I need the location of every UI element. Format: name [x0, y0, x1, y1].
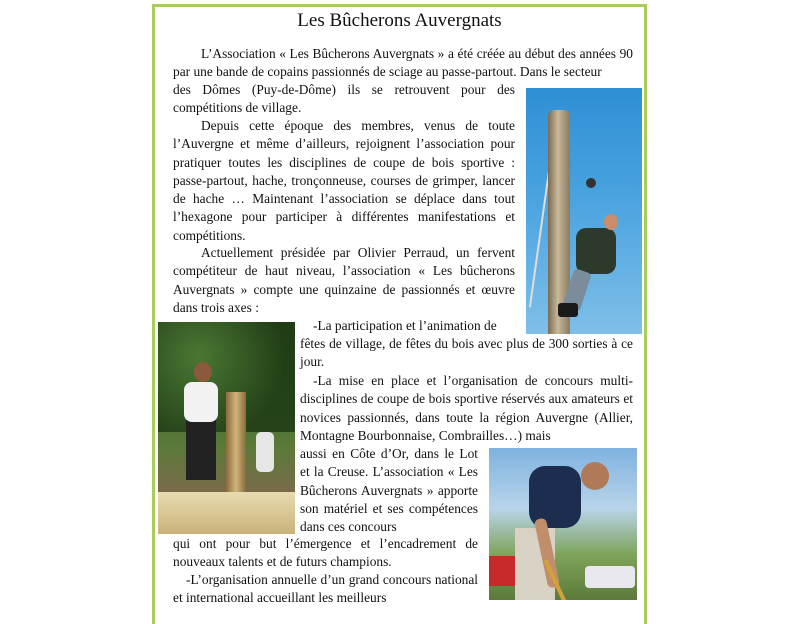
photo-axeman-log	[158, 322, 295, 534]
axis-2-end: qui ont pour but l’émergence et l’encadrement de nouveaux talents et de futurs champions.	[173, 536, 478, 570]
photo-sawyer	[489, 448, 637, 600]
paragraph-history: Depuis cette époque des membres, venus de toute l’Auvergne et même d’ailleurs, rejoignent l’association pour pratiquer toutes les disciplines de coupe de bois sportive : passe-partout, hache, tronçonneuse, courses de grimper, lancer de hache … Maintenant l’association se déplace dans tout l’hexagone pour participer à différentes manifestations et compétitions.	[173, 118, 515, 243]
axis-3-text: -L’organisation annuelle d’un grand concours national et international accueillant les meilleurs	[173, 572, 478, 606]
paragraph-presidency: Actuellement présidée par Olivier Perraud, un fervent compétiteur de haut niveau, l’association « Les bûcherons Auvergnats » compte une quinzaine de passionnés et œuvre dans trois axes :	[173, 245, 515, 315]
axis-1-rest: fêtes de village, de fêtes du bois avec plus de 300 sorties à ce jour.	[300, 336, 633, 370]
paragraph-intro-cont: des Dômes (Puy-de-Dôme) ils se retrouvent pour des compétitions de village.	[173, 82, 515, 116]
paragraph-intro: L’Association « Les Bûcherons Auvergnats » a été créée au début des années 90 par une bande de copains passionnés de sciage au passe-partout. Dans le secteur	[173, 46, 633, 80]
photo-pole-climber	[526, 88, 642, 334]
axis-2-text: -La mise en place et l’organisation de concours multi-disciplines de coupe de bois sportive réservés aux amateurs et novices passionnés, dans toute la région Auvergne (Allier, Montagne Bourbonnaise, Combrailles…) mais	[300, 373, 633, 443]
axis-2-narrow: aussi en Côte d’Or, dans le Lot et la Creuse. L’association « Les Bûcherons Auvergnats » apporte son matériel et ses compétences dans ces concours	[300, 446, 478, 535]
axis-1-line1: -La participation et l’animation de	[313, 318, 497, 333]
page-title: Les Bûcherons Auvergnats	[297, 10, 502, 31]
